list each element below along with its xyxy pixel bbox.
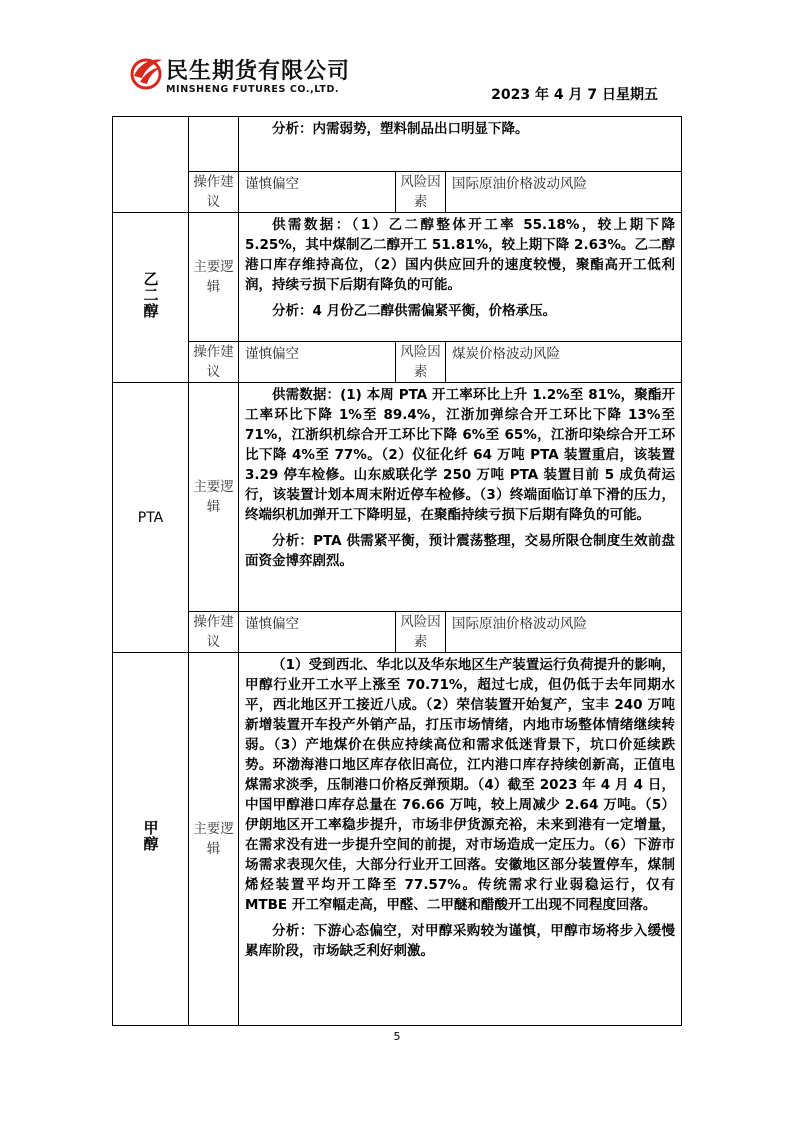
risk-value: 国际原油价格波动风险 [446, 612, 682, 653]
logic-label: 主要逻辑 [189, 213, 239, 342]
logic-cell [239, 117, 682, 172]
company-name-en: MINSHENG FUTURES CO.,LTD. [166, 84, 340, 95]
logic-text: 供需数据：（1）乙二醇整体开工率 55.18%，较上期下降 5.25%，其中煤制乙二醇开工 51.81%，较上期下降 2.63%。乙二醇港口库存维持高位，（2）国内供应回升的速度较慢，聚酯高开工低利润，持续亏损下后期有降负的可能。 [245, 217, 676, 293]
advice-label: 操作建议 [189, 612, 239, 653]
advice-value: 谨慎偏空 [239, 172, 396, 213]
logic-label: 主要逻辑 [189, 653, 239, 1026]
table-row [113, 342, 682, 383]
product-cell-continued [113, 117, 189, 213]
minsheng-logo-icon [128, 54, 164, 90]
table-row [113, 612, 682, 653]
analysis-text: 分析：内需弱势，塑料制品出口明显下降。 [272, 121, 529, 137]
table-row [113, 172, 682, 213]
product-cell-methanol [113, 653, 189, 1026]
page-number: 5 [393, 1030, 401, 1043]
advice-label: 操作建议 [189, 342, 239, 383]
logic-cell [239, 653, 682, 1026]
risk-label: 风险因素 [396, 612, 446, 653]
product-cell-meg [113, 213, 189, 383]
analysis-text: 分析：4 月份乙二醇供需偏紧平衡，价格承压。 [272, 303, 557, 319]
analysis-table [112, 116, 682, 1026]
logic-text: 供需数据：(1) 本周 PTA 开工率环比上升 1.2%至 81%，聚酯开工率环比下降 1%至 89.4%，江浙加弹综合开工环比下降 13%至 71%，江浙织机综合开工环比下降 6%至 65%，江浙印染综合开工环比下降 4%至 77%。（2）仪征化纤 64 万吨 PTA 装置重启，该装置 3.29 停车检修。山东威联化学 250 万吨 PTA 装置目前 5 成负荷运行，该装置计划本周末附近停车检修。（3）终端面临订单下滑的压力，终端织机加弹开工下降明显，在聚酯持续亏损下后期有降负的可能。 [245, 387, 676, 523]
product-cell-pta [113, 383, 189, 653]
table-row [113, 653, 682, 1026]
logic-label: 主要逻辑 [189, 383, 239, 612]
risk-value: 煤炭价格波动风险 [446, 342, 682, 383]
company-name-cn: 民生期货有限公司 [166, 59, 351, 84]
product-name: PTA [137, 509, 164, 526]
table-row [113, 383, 682, 612]
table-row [113, 213, 682, 342]
table-row [113, 117, 682, 172]
risk-label: 风险因素 [396, 172, 446, 213]
analysis-text: 分析：PTA 供需紧平衡，预计震荡整理，交易所限仓制度生效前盘面资金博弈剧烈。 [245, 533, 676, 569]
logic-text: （1）受到西北、华北以及华东地区生产装置运行负荷提升的影响，甲醇行业开工水平上涨至 70.71%，超过七成，但仍低于去年同期水平，西北地区开工接近八成。（2）荣信装置开始复产，宝丰 240 万吨新增装置开车投产外销产品，打压市场情绪，内地市场整体情绪继续转弱。（3）产地煤价在供应持续高位和需求低迷背景下，坑口价延续跌势。环渤海港口地区库存依旧高位，江内港口库存持续创新高，正值电煤需求淡季，压制港口价格反弹预期。（4）截至 2023 年 4 月 4 日，中国甲醇港口库存总量在 76.66 万吨，较上周减少 2.64 万吨。（5）伊朗地区开工率稳步提升，市场非伊货源充裕，未来到港有一定增量，在需求没有进一步提升空间的前提，对市场造成一定压力。（6）下游市场需求表现欠佳，大部分行业开工回落。安徽地区部分装置停车，煤制烯烃装置平均开工降至 77.57%。传统需求行业弱稳运行，仅有 MTBE 开工窄幅走高，甲醛、二甲醚和醋酸开工出现不同程度回落。 [245, 657, 676, 913]
product-name: 乙二醇 [141, 270, 160, 319]
advice-value: 谨慎偏空 [239, 612, 396, 653]
product-name: 甲醇 [141, 820, 160, 852]
risk-value: 国际原油价格波动风险 [446, 172, 682, 213]
logic-cell [239, 213, 682, 342]
analysis-text: 分析：下游心态偏空，对甲醇采购较为谨慎，甲醇市场将步入缓慢累库阶段，市场缺乏利好刺激。 [245, 923, 676, 959]
report-date: 2023 年 4 月 7 日星期五 [491, 87, 658, 103]
page-header [0, 0, 794, 110]
risk-label: 风险因素 [396, 342, 446, 383]
logic-cell [239, 383, 682, 612]
company-logo [128, 52, 363, 102]
advice-value: 谨慎偏空 [239, 342, 396, 383]
advice-label: 操作建议 [189, 172, 239, 213]
logic-label-cell [189, 117, 239, 172]
